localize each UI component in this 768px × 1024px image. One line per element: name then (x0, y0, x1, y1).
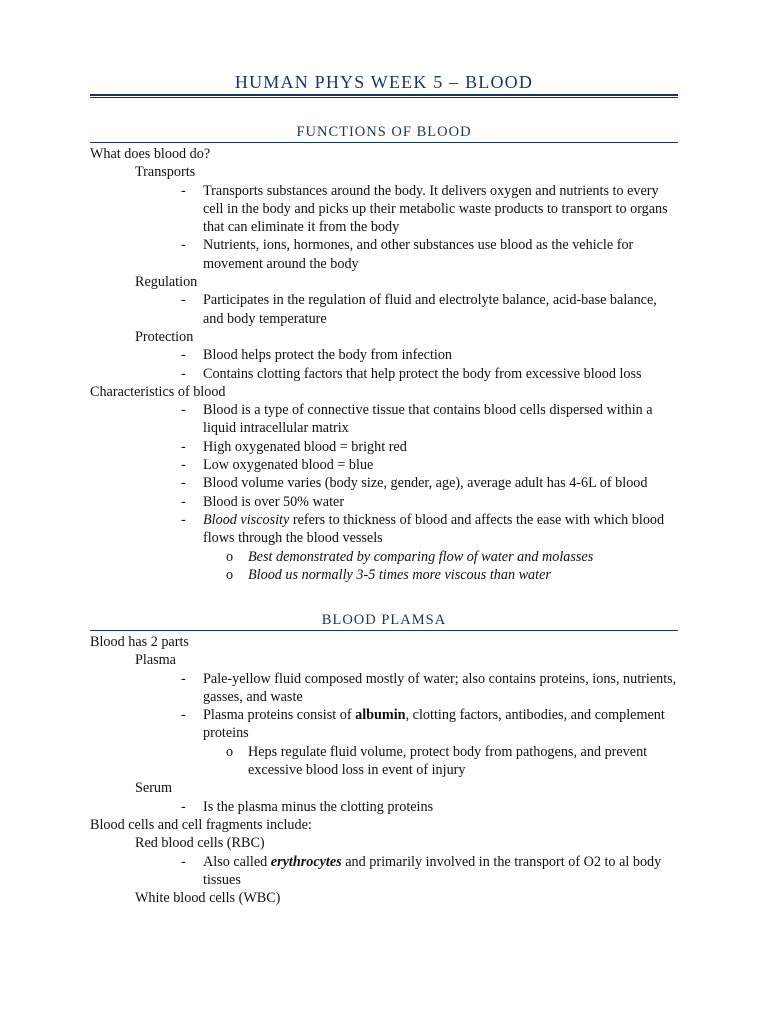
bullet-item: - Pale-yellow fluid composed mostly of water; also contains proteins, ions, nutrients, gasses, and waste (203, 670, 680, 707)
section-functions-body (90, 145, 680, 584)
subheading-protection: Protection (135, 328, 194, 345)
bullet-item-viscosity (203, 511, 680, 548)
bullet-item-plasma-proteins (203, 706, 680, 743)
bullet-item: - Blood is over 50% water (203, 493, 680, 511)
characteristics-heading: Characteristics of blood (90, 383, 226, 400)
document-title: HUMAN PHYS WEEK 5 – BLOOD (234, 72, 534, 92)
bullet-item: - Blood helps protect the body from infection (203, 346, 680, 364)
sub-bullet-item: o Best demonstrated by comparing flow of water and molasses (248, 548, 680, 566)
subheading-plasma: Plasma (135, 652, 176, 669)
bullet-text: , clotting factors, antibodies, and complement proteins (203, 707, 665, 742)
section-heading-plasma: BLOOD PLAMSA (90, 612, 678, 631)
bullet-item: - Transports substances around the body. It delivers oxygen and nutrients to every cell in the body and picks up their metabolic waste products to transport to organs that can eliminate it from the body (203, 182, 680, 237)
bullet-text: Also called (203, 853, 271, 870)
cells-heading: Blood cells and cell fragments include: (90, 816, 312, 833)
term-erythrocytes: erythrocytes (270, 853, 342, 870)
subheading-transports: Transports (135, 164, 196, 181)
term-blood-viscosity: Blood viscosity (203, 511, 290, 528)
bullet-item: - Nutrients, ions, hormones, and other substances use blood as the vehicle for movement around the body (203, 236, 680, 273)
bullet-text: and primarily involved in the transport of O2 to al body tissues (203, 853, 662, 888)
bullet-item: - High oxygenated blood = bright red (203, 438, 680, 456)
term-albumin: albumin (355, 707, 406, 724)
bullet-item: - Is the plasma minus the clotting proteins (203, 798, 680, 816)
bullet-item: - Low oxygenated blood = blue (203, 456, 680, 474)
bullet-text: Plasma proteins consist of (203, 707, 356, 724)
bullet-item: - Blood volume varies (body size, gender, age), average adult has 4-6L of blood (203, 474, 680, 492)
subheading-rbc: Red blood cells (RBC) (135, 835, 265, 852)
sub-bullet-item: o Blood us normally 3-5 times more viscous than water (248, 566, 680, 584)
bullet-item-rbc (203, 853, 680, 890)
bullet-text: refers to thickness of blood and affects the ease with which blood flows through the blood vessels (203, 511, 665, 547)
subheading-serum: Serum (135, 780, 173, 797)
question-line: What does blood do? (90, 146, 211, 162)
section-heading-functions: FUNCTIONS OF BLOOD (90, 124, 678, 143)
subheading-regulation: Regulation (135, 274, 198, 291)
title-underline (90, 94, 678, 98)
subheading-wbc: White blood cells (WBC) (135, 890, 281, 907)
sub-bullet-item: o Heps regulate fluid volume, protect body from pathogens, and prevent excessive blood loss in event of injury (248, 743, 680, 780)
bullet-item: - Contains clotting factors that help protect the body from excessive blood loss (203, 365, 680, 383)
bullet-item: - Participates in the regulation of fluid and electrolyte balance, acid-base balance, and body temperature (203, 291, 680, 328)
parts-line: Blood has 2 parts (90, 634, 189, 650)
bullet-item: - Blood is a type of connective tissue that contains blood cells dispersed within a liquid intracellular matrix (203, 401, 680, 438)
section-plasma-body (90, 633, 680, 907)
